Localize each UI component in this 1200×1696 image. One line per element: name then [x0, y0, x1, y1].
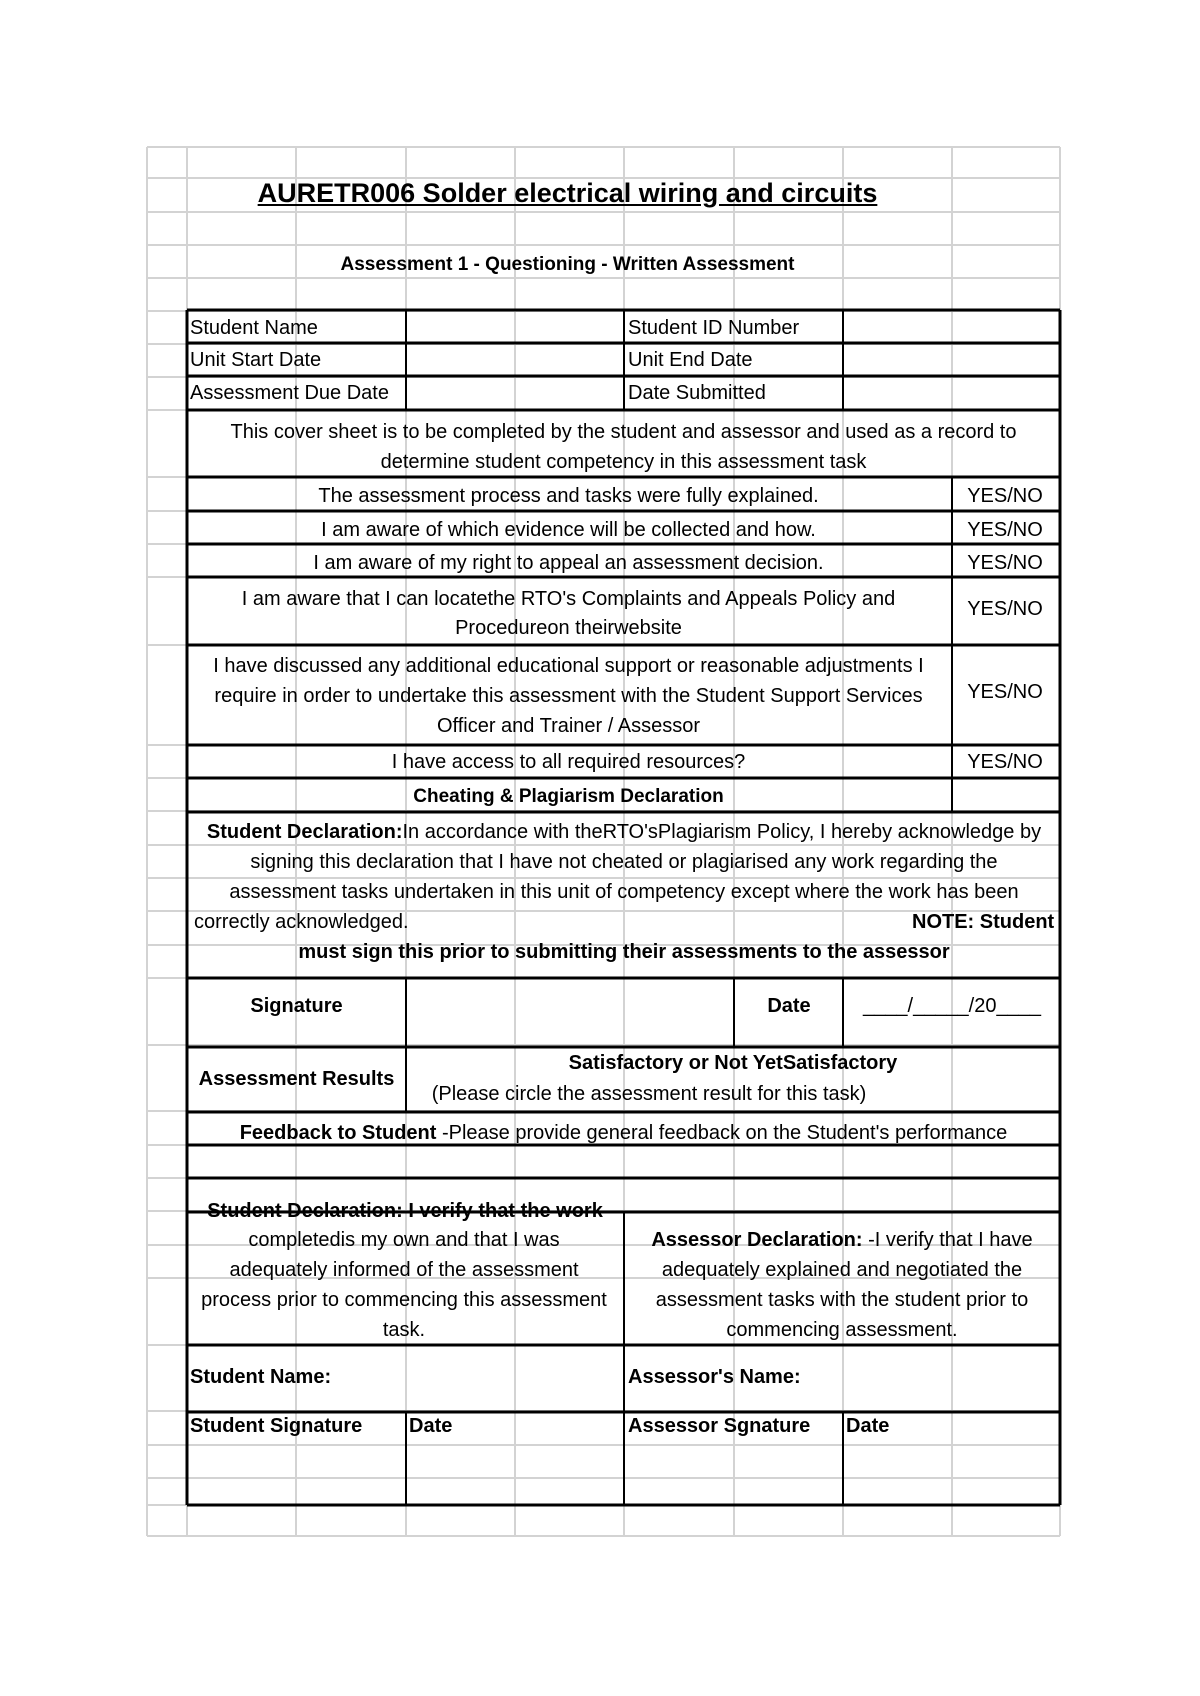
student-verify-clipped: Student Declaration: I verify that the work — [207, 1200, 603, 1222]
cover-note-line: This cover sheet is to be completed by the student and assessor and used as a record to — [230, 421, 1017, 443]
checklist-statement: Procedureon theirwebsite — [455, 617, 682, 639]
student-declaration-line: assessment tasks undertaken in this unit of competency except where the work has been — [229, 881, 1019, 903]
student-id-label: Student ID Number — [628, 317, 800, 339]
feedback-label: Feedback to Student — [239, 1122, 437, 1144]
assessor-verify-line: adequately explained and negotiated the — [661, 1259, 1023, 1281]
checklist-answer: YES/NO — [967, 751, 1043, 773]
feedback-text: -Please provide general feedback on the Student's performance — [436, 1122, 1008, 1144]
checklist-answer: YES/NO — [967, 681, 1043, 703]
assessor-verify-text: -I verify that I have — [862, 1229, 1033, 1251]
results-instruction: (Please circle the assessment result for this task) — [431, 1083, 867, 1105]
unit-end-label: Unit End Date — [628, 349, 753, 371]
student-verify-line: adequately informed of the assessment — [229, 1259, 579, 1281]
checklist-statement: Officer and Trainer / Assessor — [436, 715, 701, 737]
checklist-statement: I have discussed any additional educational support or reasonable adjustments I — [213, 655, 924, 677]
signature-label: Signature — [250, 995, 343, 1017]
footer-assessor-signature: Assessor Sgnature — [628, 1415, 811, 1437]
student-verify-line: task. — [382, 1319, 426, 1341]
checklist-statement: require in order to undertake this assessment with the Student Support Services — [214, 685, 923, 707]
checklist-statement: The assessment process and tasks were fully explained. — [318, 485, 819, 507]
student-name-label: Student Name — [190, 317, 318, 339]
unit-start-label: Unit Start Date — [190, 349, 322, 371]
student-verify-line: process prior to commencing this assessment — [201, 1289, 607, 1311]
checklist-answer: YES/NO — [967, 519, 1043, 541]
assessor-verify-label: Assessor Declaration: — [651, 1229, 863, 1251]
checklist-statement: I am aware that I can locatethe RTO's Complaints and Appeals Policy and — [241, 588, 896, 610]
student-declaration-line: signing this declaration that I have not cheated or plagiarised any work regarding the — [250, 851, 998, 873]
due-date-label: Assessment Due Date — [190, 382, 389, 404]
checklist-statement: I am aware of my right to appeal an assessment decision. — [313, 552, 824, 574]
assessment-subtitle: Assessment 1 - Questioning - Written Assessment — [340, 254, 795, 275]
page-title: AURETR006 Solder electrical wiring and circuits — [257, 178, 878, 208]
signature-field[interactable] — [407, 982, 733, 1046]
footer-student-signature: Student Signature — [190, 1415, 363, 1437]
feedback-heading — [188, 1118, 1059, 1149]
student-declaration-line — [188, 817, 1060, 848]
student-declaration-line: correctly acknowledged. — [194, 911, 409, 933]
footer-student-name: Student Name: — [190, 1366, 332, 1388]
cover-note-line: determine student competency in this assessment task — [380, 451, 867, 473]
checklist-statement: I have access to all required resources? — [391, 751, 746, 773]
checklist-answer: YES/NO — [967, 485, 1043, 507]
student-note: must sign this prior to submitting their assessments to the assessor — [298, 941, 950, 963]
assessor-verify-line: assessment tasks with the student prior to — [655, 1289, 1029, 1311]
student-verify-line: completedis my own and that I was — [248, 1229, 560, 1251]
checklist-answer: YES/NO — [967, 552, 1043, 574]
student-declaration-text: In accordance with theRTO'sPlagiarism Policy, I hereby acknowledge by — [402, 821, 1042, 843]
student-declaration-label: Student Declaration: — [206, 821, 403, 843]
footer-date: Date — [846, 1415, 890, 1437]
student-note: NOTE: Student — [912, 911, 1055, 933]
checklist-answer: YES/NO — [967, 598, 1043, 620]
results-label: Assessment Results — [198, 1068, 395, 1090]
date-label: Date — [767, 995, 811, 1017]
assessor-verify-line: commencing assessment. — [726, 1319, 958, 1341]
footer-assessor-name: Assessor's Name: — [628, 1366, 801, 1388]
cheating-heading: Cheating & Plagiarism Declaration — [413, 786, 724, 807]
date-submitted-label: Date Submitted — [628, 382, 766, 404]
date-blank-field[interactable]: ____/_____/20____ — [863, 995, 1041, 1017]
student-verify-first-line — [188, 1196, 622, 1227]
checklist-statement: I am aware of which evidence will be collected and how. — [321, 519, 816, 541]
results-options[interactable]: Satisfactory or Not YetSatisfactory — [568, 1052, 898, 1074]
assessor-verify-line — [625, 1225, 1059, 1256]
footer-date: Date — [409, 1415, 453, 1437]
